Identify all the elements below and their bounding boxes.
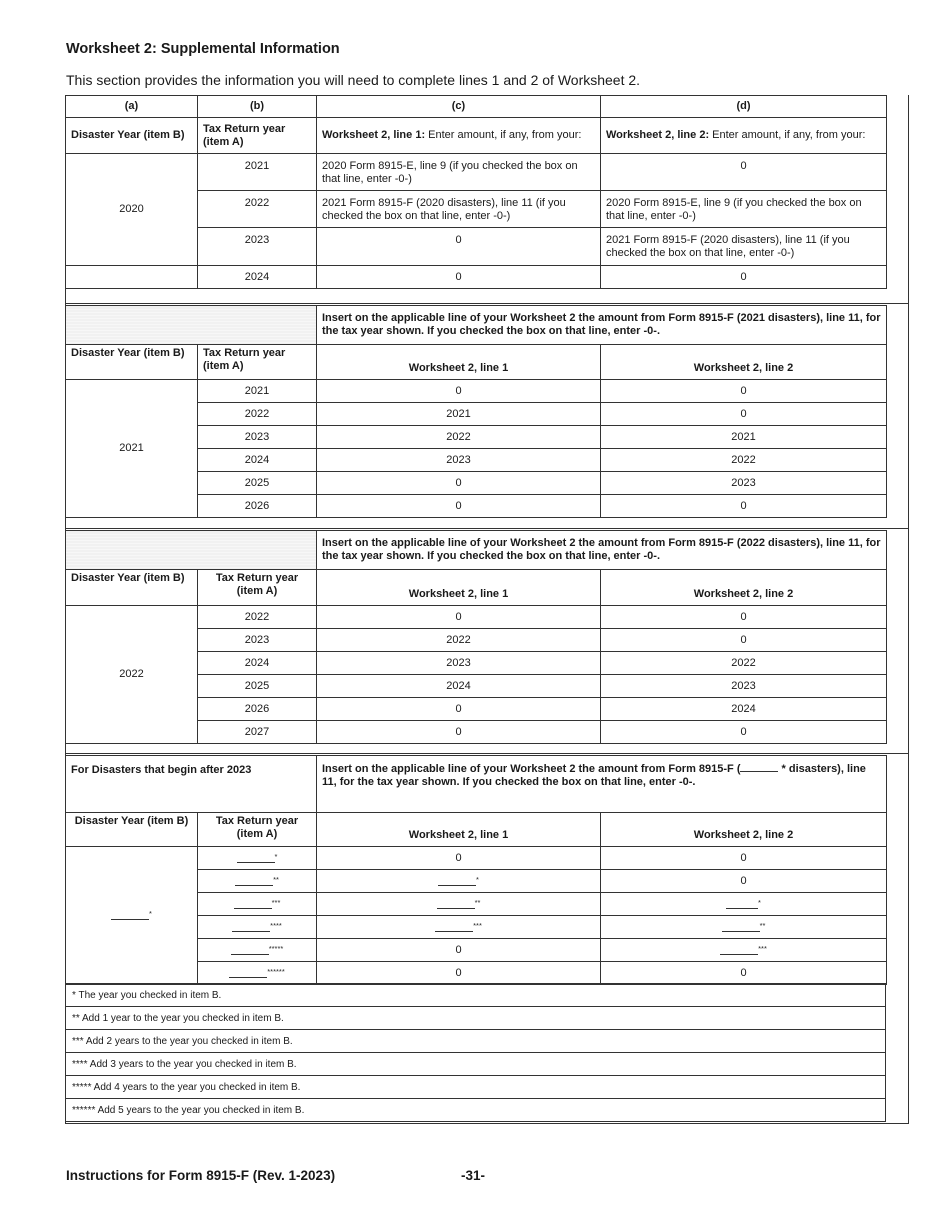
footnote: **** Add 3 years to the year you checked in item B. bbox=[66, 1053, 886, 1076]
footnote: ***** Add 4 years to the year you checked in item B. bbox=[66, 1076, 886, 1099]
header-line-2-bold: Worksheet 2, line 2: bbox=[606, 129, 710, 141]
year-blank bbox=[720, 954, 758, 955]
tax-year-cell bbox=[198, 847, 317, 870]
year-blank bbox=[234, 908, 272, 909]
after-2023-title: For Disasters that begin after 2023 bbox=[66, 756, 317, 813]
tax-year-cell: 2025 bbox=[198, 675, 317, 698]
shaded-cell bbox=[66, 306, 317, 345]
line-1-cell: 0 bbox=[317, 606, 601, 629]
col-b-label: (b) bbox=[198, 96, 317, 118]
star-marker: ****** bbox=[267, 966, 285, 976]
footnote: *** Add 2 years to the year you checked in item B. bbox=[66, 1030, 886, 1053]
line-2-cell bbox=[601, 939, 887, 962]
line-2-cell: 2024 bbox=[601, 698, 887, 721]
line-2-cell: 0 bbox=[601, 380, 887, 403]
footer-form-title: Instructions for Form 8915-F (Rev. 1-2023) bbox=[66, 1168, 336, 1183]
header-line-2-rest: Enter amount, if any, from your: bbox=[709, 129, 866, 141]
header-disaster-year: Disaster Year (item B) bbox=[66, 345, 198, 380]
year-blank bbox=[237, 862, 275, 863]
line-2-cell: 2023 bbox=[601, 675, 887, 698]
header-line-1: Worksheet 2, line 1 bbox=[317, 813, 601, 847]
line-1-cell: 0 bbox=[317, 847, 601, 870]
intro-text: This section provides the information you will need to complete lines 1 and 2 of Worksheet 2. bbox=[66, 72, 641, 88]
line-2-cell: 0 bbox=[601, 629, 887, 652]
line-2-cell: 2021 bbox=[601, 426, 887, 449]
line-2-cell bbox=[601, 916, 887, 939]
line-2-cell: 0 bbox=[601, 495, 887, 518]
empty-cell bbox=[66, 266, 198, 289]
header-disaster-year: Disaster Year (item B) bbox=[66, 813, 198, 847]
footnotes-table bbox=[65, 983, 886, 1122]
line-1-cell: 0 bbox=[317, 721, 601, 744]
tax-year-cell: 2023 bbox=[198, 228, 317, 266]
header-line-2 bbox=[601, 118, 887, 154]
tax-year-cell: 2026 bbox=[198, 698, 317, 721]
year-blank bbox=[232, 931, 270, 932]
tax-year-cell: 2022 bbox=[198, 606, 317, 629]
line-1-cell: 2022 bbox=[317, 426, 601, 449]
header-line-1-bold: Worksheet 2, line 1: bbox=[322, 129, 426, 141]
line-2-cell: 0 bbox=[601, 154, 887, 191]
line-2-cell: 0 bbox=[601, 266, 887, 289]
tax-year-cell: 2024 bbox=[198, 266, 317, 289]
section-divider bbox=[65, 303, 909, 304]
star-marker: ** bbox=[759, 920, 766, 930]
page-title: Worksheet 2: Supplemental Information bbox=[66, 41, 340, 57]
line-2-cell: 2021 Form 8915-F (2020 disasters), line 11 (if you checked the box on that line, enter -0-) bbox=[601, 228, 887, 266]
tax-year-cell: 2022 bbox=[198, 403, 317, 426]
line-1-cell: 0 bbox=[317, 380, 601, 403]
line-2-cell: 0 bbox=[601, 847, 887, 870]
col-a-label: (a) bbox=[66, 96, 198, 118]
header-line-1 bbox=[317, 118, 601, 154]
insert-instruction bbox=[317, 756, 887, 813]
col-d-label: (d) bbox=[601, 96, 887, 118]
tax-year-cell bbox=[198, 870, 317, 893]
star-marker: ** bbox=[273, 874, 279, 884]
shaded-cell bbox=[66, 531, 317, 570]
table-2021-disasters bbox=[65, 305, 887, 518]
tax-year-cell: 2023 bbox=[198, 426, 317, 449]
insert-instruction-start: Insert on the applicable line of your Worksheet 2 the amount from Form 8915-F ( bbox=[322, 763, 741, 775]
star-marker: * bbox=[476, 874, 479, 884]
line-1-cell: 0 bbox=[317, 698, 601, 721]
insert-instruction-end: * disasters), line 11, for the tax year shown. If you checked the box on that line, enter -0-. bbox=[322, 763, 866, 788]
year-blank bbox=[235, 885, 273, 886]
line-1-cell: 2021 Form 8915-F (2020 disasters), line 11 (if you checked the box on that line, enter -0-) bbox=[317, 191, 601, 228]
tax-year-cell bbox=[198, 916, 317, 939]
line-2-cell: 2020 Form 8915-E, line 9 (if you checked the box on that line, enter -0-) bbox=[601, 191, 887, 228]
footnote: * The year you checked in item B. bbox=[66, 984, 886, 1007]
header-line-2: Worksheet 2, line 2 bbox=[601, 813, 887, 847]
line-1-cell: 2023 bbox=[317, 652, 601, 675]
tax-year-cell: 2023 bbox=[198, 629, 317, 652]
section-divider bbox=[65, 528, 909, 529]
tax-year-cell: 2024 bbox=[198, 449, 317, 472]
line-1-cell: 0 bbox=[317, 495, 601, 518]
insert-instruction: Insert on the applicable line of your Worksheet 2 the amount from Form 8915-F (2021 disasters), line 11, for the tax year shown. If you checked the box on that line, enter -0-. bbox=[317, 306, 887, 345]
tax-year-cell bbox=[198, 962, 317, 985]
line-2-cell: 0 bbox=[601, 962, 887, 985]
tax-year-cell: 2021 bbox=[198, 154, 317, 191]
insert-instruction: Insert on the applicable line of your Worksheet 2 the amount from Form 8915-F (2022 disasters), line 11, for the tax year shown. If you checked the box on that line, enter -0-. bbox=[317, 531, 887, 570]
tax-year-cell: 2022 bbox=[198, 191, 317, 228]
tax-year-cell: 2025 bbox=[198, 472, 317, 495]
line-2-cell: 0 bbox=[601, 721, 887, 744]
line-1-cell bbox=[317, 916, 601, 939]
table-after-2023-disasters bbox=[65, 755, 887, 985]
line-1-cell: 0 bbox=[317, 472, 601, 495]
header-tax-return-year: Tax Return year (item A) bbox=[198, 345, 317, 380]
line-2-cell: 2022 bbox=[601, 652, 887, 675]
line-1-cell: 0 bbox=[317, 939, 601, 962]
star-marker: *** bbox=[473, 920, 482, 930]
line-2-cell bbox=[601, 893, 887, 916]
star-marker: * bbox=[758, 897, 761, 907]
year-blank bbox=[111, 919, 149, 920]
tax-year-cell: 2026 bbox=[198, 495, 317, 518]
table-2020-disasters bbox=[65, 95, 887, 289]
header-tax-return-year: Tax Return year (item A) bbox=[198, 813, 317, 847]
star-marker: * bbox=[149, 909, 152, 918]
line-1-cell: 0 bbox=[317, 962, 601, 985]
star-marker: ** bbox=[474, 897, 481, 907]
header-disaster-year: Disaster Year (item B) bbox=[66, 570, 198, 606]
header-tax-return-year: Tax Return year (item A) bbox=[198, 570, 317, 606]
disaster-year-cell: 2021 bbox=[66, 380, 198, 518]
star-marker: ***** bbox=[268, 943, 284, 953]
line-2-cell: 0 bbox=[601, 870, 887, 893]
line-1-cell: 2024 bbox=[317, 675, 601, 698]
disaster-year-cell bbox=[66, 847, 198, 985]
line-2-cell: 2023 bbox=[601, 472, 887, 495]
tax-year-cell bbox=[198, 939, 317, 962]
line-2-cell: 0 bbox=[601, 606, 887, 629]
year-blank bbox=[722, 931, 760, 932]
year-blank bbox=[438, 885, 476, 886]
disaster-year-blank bbox=[740, 771, 778, 772]
year-blank bbox=[231, 954, 269, 955]
star-marker: *** bbox=[271, 897, 281, 907]
year-blank bbox=[435, 931, 473, 932]
star-marker: **** bbox=[270, 920, 282, 930]
year-blank bbox=[437, 908, 475, 909]
line-1-cell: 2021 bbox=[317, 403, 601, 426]
line-1-cell: 0 bbox=[317, 266, 601, 289]
tax-year-cell bbox=[198, 893, 317, 916]
header-disaster-year: Disaster Year (item B) bbox=[66, 118, 198, 154]
line-1-cell bbox=[317, 893, 601, 916]
disaster-year-cell: 2022 bbox=[66, 606, 198, 744]
line-1-cell: 2022 bbox=[317, 629, 601, 652]
header-line-1-rest: Enter amount, if any, from your: bbox=[425, 129, 582, 141]
page-number: -31- bbox=[461, 1168, 486, 1183]
header-line-1: Worksheet 2, line 1 bbox=[317, 345, 601, 380]
header-line-1: Worksheet 2, line 1 bbox=[317, 570, 601, 606]
section-divider bbox=[65, 753, 909, 754]
star-marker: * bbox=[274, 851, 278, 861]
line-1-cell: 2023 bbox=[317, 449, 601, 472]
line-1-cell: 0 bbox=[317, 228, 601, 266]
tax-year-cell: 2027 bbox=[198, 721, 317, 744]
col-c-label: (c) bbox=[317, 96, 601, 118]
year-blank bbox=[229, 977, 267, 978]
footnote: ****** Add 5 years to the year you checked in item B. bbox=[66, 1099, 886, 1122]
header-tax-return-year: Tax Return year (item A) bbox=[198, 118, 317, 154]
line-1-cell: 2020 Form 8915-E, line 9 (if you checked the box on that line, enter -0-) bbox=[317, 154, 601, 191]
line-2-cell: 2022 bbox=[601, 449, 887, 472]
tax-year-cell: 2021 bbox=[198, 380, 317, 403]
star-marker: *** bbox=[758, 943, 767, 953]
header-line-2: Worksheet 2, line 2 bbox=[601, 570, 887, 606]
tax-year-cell: 2024 bbox=[198, 652, 317, 675]
line-2-cell: 0 bbox=[601, 403, 887, 426]
line-1-cell bbox=[317, 870, 601, 893]
table-2022-disasters bbox=[65, 530, 887, 744]
footnote: ** Add 1 year to the year you checked in item B. bbox=[66, 1007, 886, 1030]
year-blank bbox=[726, 908, 758, 909]
disaster-year-cell: 2020 bbox=[66, 154, 198, 266]
header-line-2: Worksheet 2, line 2 bbox=[601, 345, 887, 380]
